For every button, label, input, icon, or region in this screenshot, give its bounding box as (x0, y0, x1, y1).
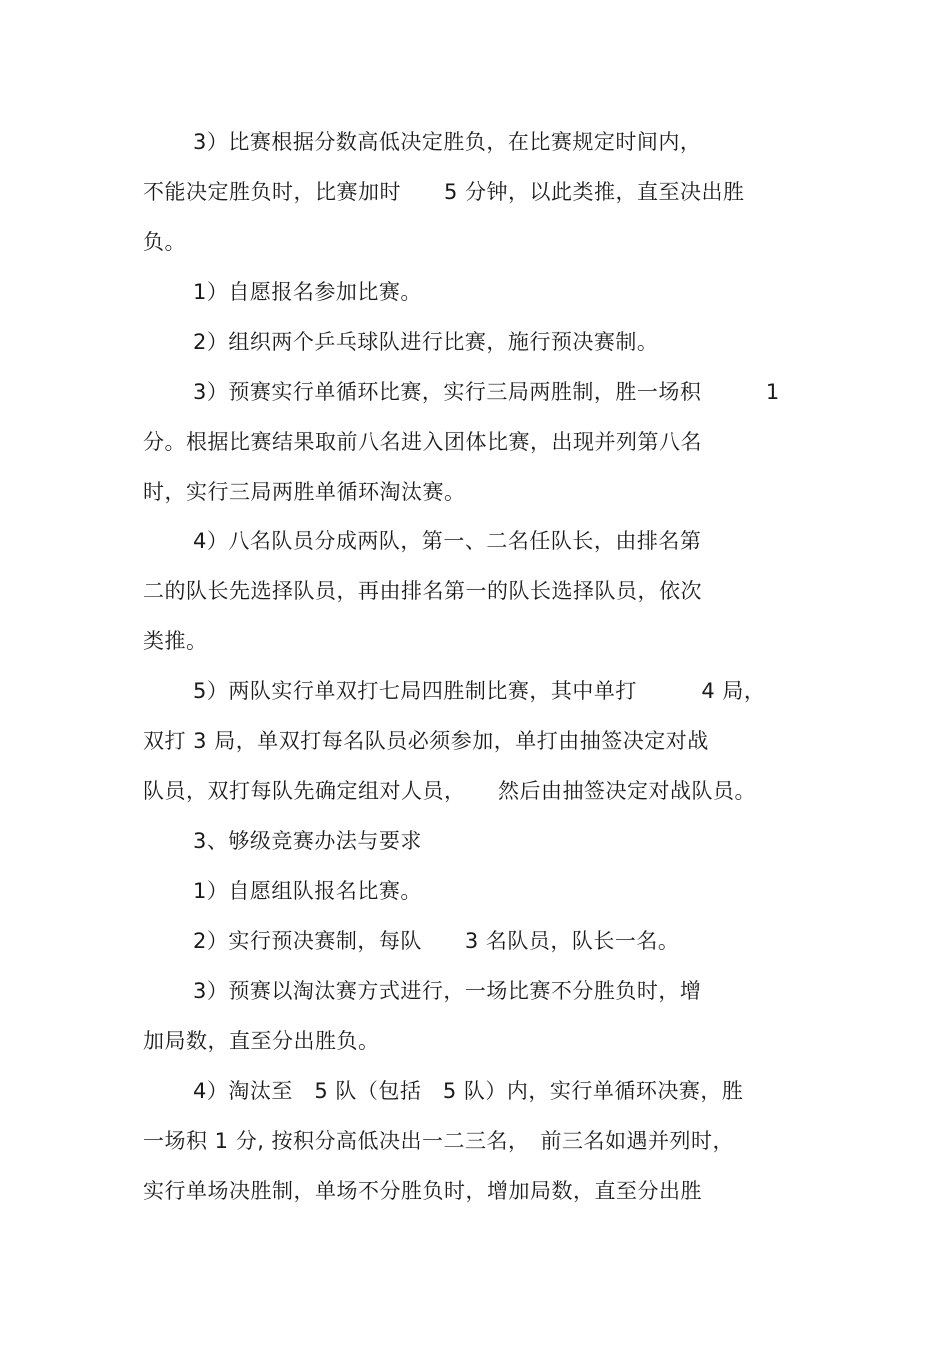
text-line: 加局数，直至分出胜负。 (143, 1029, 380, 1053)
text-line: 4）淘汰至 5 队（包括 5 队）内，实行单循环决赛，胜 (193, 1079, 744, 1103)
text-line: 5）两队实行单双打七局四胜制比赛，其中单打 4 局， (193, 679, 766, 703)
text-line: 时，实行三局两胜单循环淘汰赛。 (143, 480, 466, 504)
text-line: 4）八名队员分成两队，第一、二名任队长，由排名第 (193, 529, 702, 553)
text-line: 3）预赛以淘汰赛方式进行，一场比赛不分胜负时，增 (193, 979, 702, 1003)
text-line: 双打 3 局，单双打每名队员必须参加，单打由抽签决定对战 (143, 729, 709, 753)
text-line: 1）自愿组队报名比赛。 (193, 879, 422, 903)
text-line: 2）实行预决赛制，每队 3 名队员，队长一名。 (193, 929, 680, 953)
text-line: 类推。 (143, 629, 208, 653)
text-line: 队员，双打每队先确定组对人员， 然后由抽签决定对战队员。 (143, 779, 756, 803)
text-line: 一场积 1 分, 按积分高低决出一二三名， 前三名如遇并列时， (143, 1129, 735, 1153)
text-line: 2）组织两个乒乓球队进行比赛，施行预决赛制。 (193, 330, 659, 354)
text-line: 3、够级竞赛办法与要求 (193, 829, 422, 853)
text-line: 二的队长先选择队员，再由排名第一的队长选择队员，依次 (143, 579, 702, 603)
text-line: 1）自愿报名参加比赛。 (193, 280, 422, 304)
text-line: 实行单场决胜制，单场不分胜负时，增加局数，直至分出胜 (143, 1179, 702, 1203)
text-line: 负。 (143, 230, 186, 254)
text-line: 分。根据比赛结果取前八名进入团体比赛，出现并列第八名 (143, 430, 702, 454)
text-line: 3）预赛实行单循环比赛，实行三局两胜制，胜一场积 1 (193, 380, 780, 404)
text-line: 不能决定胜负时，比赛加时 5 分钟，以此类推，直至决出胜 (143, 180, 745, 204)
text-line: 3）比赛根据分数高低决定胜负，在比赛规定时间内， (193, 130, 702, 154)
